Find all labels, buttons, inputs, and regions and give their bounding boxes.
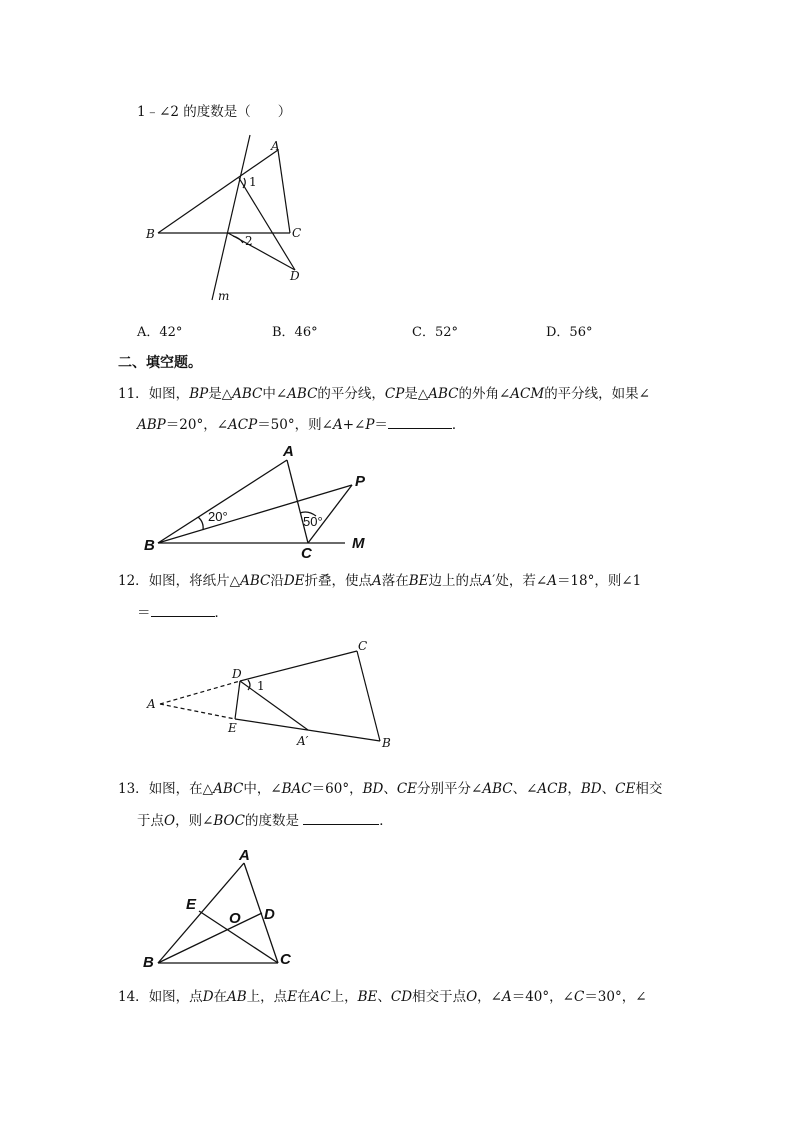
q11-label-p: P bbox=[355, 473, 366, 490]
q10-label-angle2: 2 bbox=[245, 234, 253, 248]
q11-label-angle20: 20° bbox=[208, 509, 228, 524]
q11-label-m: M bbox=[352, 535, 365, 552]
q13-label-a: A bbox=[239, 847, 250, 864]
q10-label-c: C bbox=[292, 226, 302, 240]
q12-label-d: D bbox=[232, 667, 242, 681]
q13-label-d: D bbox=[264, 906, 275, 923]
q13-label-o: O bbox=[229, 910, 241, 927]
q11-label-angle50: 50° bbox=[303, 514, 323, 529]
q14-line1: 14．如图，点D在AB上，点E在AC上，BE、CD相交于点O，∠A＝40°，∠C＝30°，∠ bbox=[118, 989, 647, 1005]
q10-label-a: A bbox=[271, 139, 280, 153]
q12-line1: 12．如图，将纸片△ABC沿DE折叠，使点A落在BE边上的点A′处，若∠A＝18°，则∠1 bbox=[118, 573, 642, 589]
q13-label-e: E bbox=[186, 896, 197, 913]
section-title: 二、填空题。 bbox=[118, 355, 202, 371]
q10-label-d: D bbox=[290, 269, 300, 283]
q11-number: 11． bbox=[118, 386, 149, 402]
q13-label-b: B bbox=[143, 954, 154, 971]
q10-label-m: m bbox=[218, 289, 230, 303]
q12-label-b: B bbox=[382, 736, 391, 750]
q13-number: 13． bbox=[118, 781, 149, 797]
q13-label-c: C bbox=[280, 951, 291, 968]
q11-label-b: B bbox=[144, 537, 155, 554]
q13-line1: 13．如图，在△ABC中，∠BAC＝60°，BD、CE分别平分∠ABC、∠ACB，BD、CE相交 bbox=[118, 781, 663, 797]
q10-option-c: C．52° bbox=[412, 325, 458, 340]
q12-label-e: E bbox=[228, 721, 237, 735]
q10-stem-tail: 1﹣∠2 的度数是（ ） bbox=[137, 104, 292, 120]
q14-number: 14． bbox=[118, 989, 149, 1005]
q11-line2: ABP＝20°，∠ACP＝50°，则∠A+∠P＝ ． bbox=[137, 414, 465, 435]
q12-number: 12． bbox=[118, 573, 149, 589]
q12-label-a: A bbox=[147, 697, 156, 711]
q11-line1: 11．如图，BP是△ABC中∠ABC的平分线，CP是△ABC的外角∠ACM的平分线，如果∠ bbox=[118, 386, 650, 402]
q12-line2: ＝ ． bbox=[137, 602, 228, 623]
q10-option-a: A．42° bbox=[137, 325, 183, 340]
q11-label-c: C bbox=[301, 545, 312, 562]
q13-segment-bd bbox=[158, 913, 262, 963]
q11-label-a: A bbox=[283, 443, 294, 460]
q12-label-a-prime: A′ bbox=[297, 734, 309, 748]
q13-line2: 于点O，则∠BOC的度数是 ． bbox=[137, 810, 393, 831]
q10-option-b: B．46° bbox=[272, 325, 318, 340]
q12-label-angle1: 1 bbox=[257, 679, 265, 693]
q10-label-angle1: 1 bbox=[249, 175, 257, 189]
q10-option-d: D．56° bbox=[546, 325, 593, 340]
q10-label-b: B bbox=[146, 227, 155, 241]
q12-label-c: C bbox=[358, 639, 368, 653]
